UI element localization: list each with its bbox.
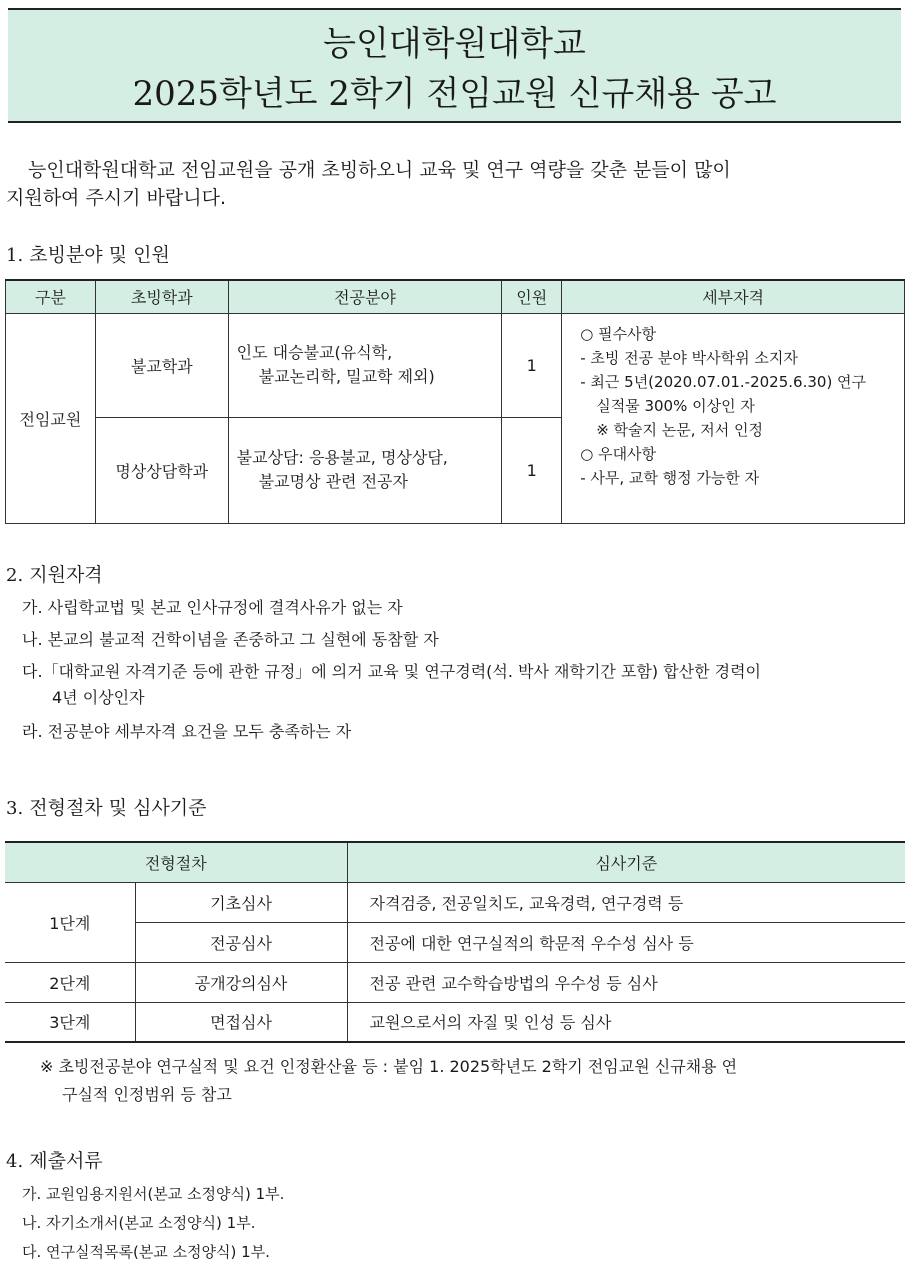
category-cell: 전임교원 xyxy=(6,313,96,523)
qualification-item: - 최근 5년(2020.07.01.-2025.6.30) 연구 xyxy=(580,372,867,391)
title-banner xyxy=(8,8,901,123)
major-line: 불교논리학, 밀교학 제외) xyxy=(258,367,435,386)
section-title: 지원자격 xyxy=(29,564,103,586)
major-line: 불교상담: 응용불교, 명상상담, xyxy=(236,448,448,467)
section-title: 제출서류 xyxy=(29,1150,103,1172)
column-header: 전공분야 xyxy=(228,280,502,313)
column-header: 전형절차 xyxy=(5,842,347,882)
dept-cell: 명상상담학과 xyxy=(95,417,228,523)
dept-cell: 불교학과 xyxy=(95,313,228,417)
intro-line: 지원하여 주시기 바랍니다. xyxy=(6,187,227,209)
list-item: 다. 연구실적목록(본교 소정양식) 1부. xyxy=(22,1243,270,1261)
table-row xyxy=(6,313,905,417)
major-cell xyxy=(228,417,502,523)
table-row xyxy=(5,882,905,922)
stage-cell: 2단계 xyxy=(5,962,135,1002)
intro-paragraph xyxy=(6,156,896,212)
major-line: 인도 대승불교(유식학, xyxy=(236,343,393,362)
criteria-cell: 교원으로서의 자질 및 인성 등 심사 xyxy=(347,1002,905,1042)
count-cell: 1 xyxy=(502,417,562,523)
list-item: 나. 자기소개서(본교 소정양식) 1부. xyxy=(22,1214,256,1232)
qualification-item: - 초빙 전공 분야 박사학위 소지자 xyxy=(580,348,798,367)
intro-line: 능인대학원대학교 전임교원을 공개 초빙하오니 교육 및 연구 역량을 갖춘 분들이 많이 xyxy=(28,159,731,181)
table-row xyxy=(5,962,905,1002)
table-row xyxy=(5,922,905,962)
qualification-item: 실적물 300% 이상인 자 xyxy=(596,396,755,415)
section-number: 4. xyxy=(6,1151,24,1172)
qualification-list xyxy=(22,595,761,751)
section-number: 3. xyxy=(6,798,24,819)
stage-cell: 1단계 xyxy=(5,882,135,962)
step-cell: 기초심사 xyxy=(135,882,347,922)
list-item: 가. 사립학교법 및 본교 인사규정에 결격사유가 없는 자 xyxy=(22,598,403,617)
list-item: 나. 본교의 불교적 건학이념을 존중하고 그 실현에 동참할 자 xyxy=(22,630,439,649)
list-item: 다.「대학교원 자격기준 등에 관한 규정」에 의거 교육 및 연구경력(석. 박사 재학기간 포함) 합산한 경력이 xyxy=(22,662,762,681)
section-heading xyxy=(6,562,103,589)
criteria-cell: 전공에 대한 연구실적의 학문적 우수성 심사 등 xyxy=(347,922,905,962)
screening-note xyxy=(40,1053,905,1109)
list-item: 라. 전공분야 세부자격 요건을 모두 충족하는 자 xyxy=(22,722,352,741)
note-line: 구실적 인정범위 등 참고 xyxy=(62,1085,232,1104)
major-line: 불교명상 관련 전공자 xyxy=(258,472,408,491)
qualification-cell xyxy=(562,313,905,523)
section-heading xyxy=(6,1148,103,1175)
table-header-row xyxy=(5,842,905,882)
column-header: 구분 xyxy=(6,280,96,313)
column-header: 세부자격 xyxy=(562,280,905,313)
qualification-item: - 사무, 교학 행정 가능한 자 xyxy=(580,468,760,487)
step-cell: 공개강의심사 xyxy=(135,962,347,1002)
section-title: 초빙분야 및 인원 xyxy=(29,244,170,266)
criteria-cell: 전공 관련 교수학습방법의 우수성 등 심사 xyxy=(347,962,905,1002)
qualification-note: ※ 학술지 논문, 저서 인정 xyxy=(596,420,764,439)
count-cell: 1 xyxy=(502,313,562,417)
table-header-row xyxy=(6,280,905,313)
required-label: ○ 필수사항 xyxy=(580,324,657,343)
table-row xyxy=(5,1002,905,1042)
documents-list xyxy=(22,1180,284,1267)
column-header: 인원 xyxy=(502,280,562,313)
column-header: 심사기준 xyxy=(347,842,905,882)
criteria-cell: 자격검증, 전공일치도, 교육경력, 연구경력 등 xyxy=(347,882,905,922)
stage-cell: 3단계 xyxy=(5,1002,135,1042)
section-heading xyxy=(6,795,207,822)
section-number: 1. xyxy=(6,245,24,266)
section-number: 2. xyxy=(6,565,24,586)
preferred-label: ○ 우대사항 xyxy=(580,444,657,463)
list-item-continuation: 4년 이상인자 xyxy=(52,688,145,707)
recruitment-table xyxy=(5,279,905,524)
column-header: 초빙학과 xyxy=(95,280,228,313)
screening-table xyxy=(5,841,905,1043)
list-item: 가. 교원임용지원서(본교 소정양식) 1부. xyxy=(22,1185,285,1203)
announcement-title: 2025학년도 2학기 전임교원 신규채용 공고 xyxy=(132,74,777,114)
section-title: 전형절차 및 심사기준 xyxy=(29,797,207,819)
major-cell xyxy=(228,313,502,417)
step-cell: 면접심사 xyxy=(135,1002,347,1042)
university-name: 능인대학원대학교 xyxy=(323,24,586,64)
step-cell: 전공심사 xyxy=(135,922,347,962)
note-line: ※ 초빙전공분야 연구실적 및 요건 인정환산율 등 : 붙임 1. 2025학년도 2학기 전임교원 신규채용 연 xyxy=(40,1057,738,1076)
section-heading xyxy=(6,242,170,269)
